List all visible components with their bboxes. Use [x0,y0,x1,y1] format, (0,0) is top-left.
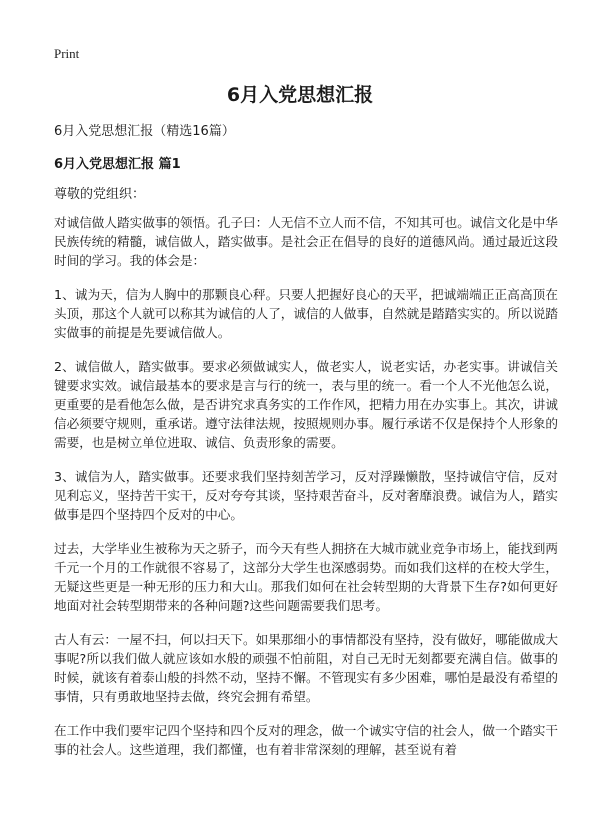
paragraph: 过去，大学毕业生被称为天之骄子，而今天有些人拥挤在大城市就业竞争市场上，能找到两千元一个月的工作就很不容易了，这部分大学生也深感弱势。而如我们这样的在校大学生，无疑这些更是一种无形的压力和大山。那我们如何在社会转型期的大背景下生存?如何更好地面对社会转型期带来的各种问题?这些问题需要我们思考。 [54,541,558,613]
paragraph: 2、诚信做人，踏实做事。要求必须做诚实人，做老实人，说老实话，办老实事。讲诚信关键要求实效。诚信最基本的要求是言与行的统一，表与里的统一。看一个人不光他怎么说，更重要的是看他怎么做，是否讲究求真务实的工作作风，把精力用在办实事上。其次，讲诚信必须要守规则，重承诺。遵守法律法规，按照规则办事。履行承诺不仅是保持个人形象的需要，也是树立单位进取、诚信、负责形象的需要。 [54,359,558,450]
section-heading: 6月入党思想汇报 篇1 [54,157,181,172]
paragraph: 1、诚为天，信为人胸中的那颗良心秤。只要人把握好良心的天平，把诚端端正正高高顶在头顶，那这个人就可以称其为诚信的人了，诚信的人做事，自然就是踏踏实实的。所以说踏实做事的前提是先要诚信做人。 [54,287,558,340]
body-text [54,213,558,774]
paragraph: 在工作中我们要牢记四个坚持和四个反对的理念，做一个诚实守信的社会人，做一个踏实干事的社会人。这些道理，我们都懂，也有着非常深刻的理解，甚至说有着 [54,723,558,757]
salutation: 尊敬的党组织： [54,187,146,202]
document-subtitle: 6月入党思想汇报（精选16篇） [54,124,235,139]
paragraph: 3、诚信为人，踏实做事。还要求我们坚持刻苦学习，反对浮躁懒散，坚持诚信守信，反对见利忘义，坚持苦干实干，反对夸夸其谈，坚持艰苦奋斗，反对奢靡浪费。诚信为人，踏实做事是四个坚持四个反对的中心。 [54,469,558,522]
page-title: 6月入党思想汇报 [226,84,374,106]
print-link[interactable]: Print [54,46,80,61]
paragraph: 古人有云：一屋不扫，何以扫天下。如果那细小的事情都没有坚持，没有做好，哪能做成大事呢?所以我们做人就应该如水般的顽强不怕前阻，对自己无时无刻都要充满自信。做事的时候，就该有着泰山般的抖然不动，坚持不懈。不管现实有多少困难，哪怕是最没有希望的事情，只有勇敢地坚持去做，终究会拥有希望。 [54,632,558,704]
paragraph: 对诚信做人踏实做事的领悟。孔子曰：人无信不立人而不信，不知其可也。诚信文化是中华民族传统的精髓，诚信做人，踏实做事。是社会正在倡导的良好的道德风尚。通过最近这段时间的学习。我的体会是： [54,215,558,268]
